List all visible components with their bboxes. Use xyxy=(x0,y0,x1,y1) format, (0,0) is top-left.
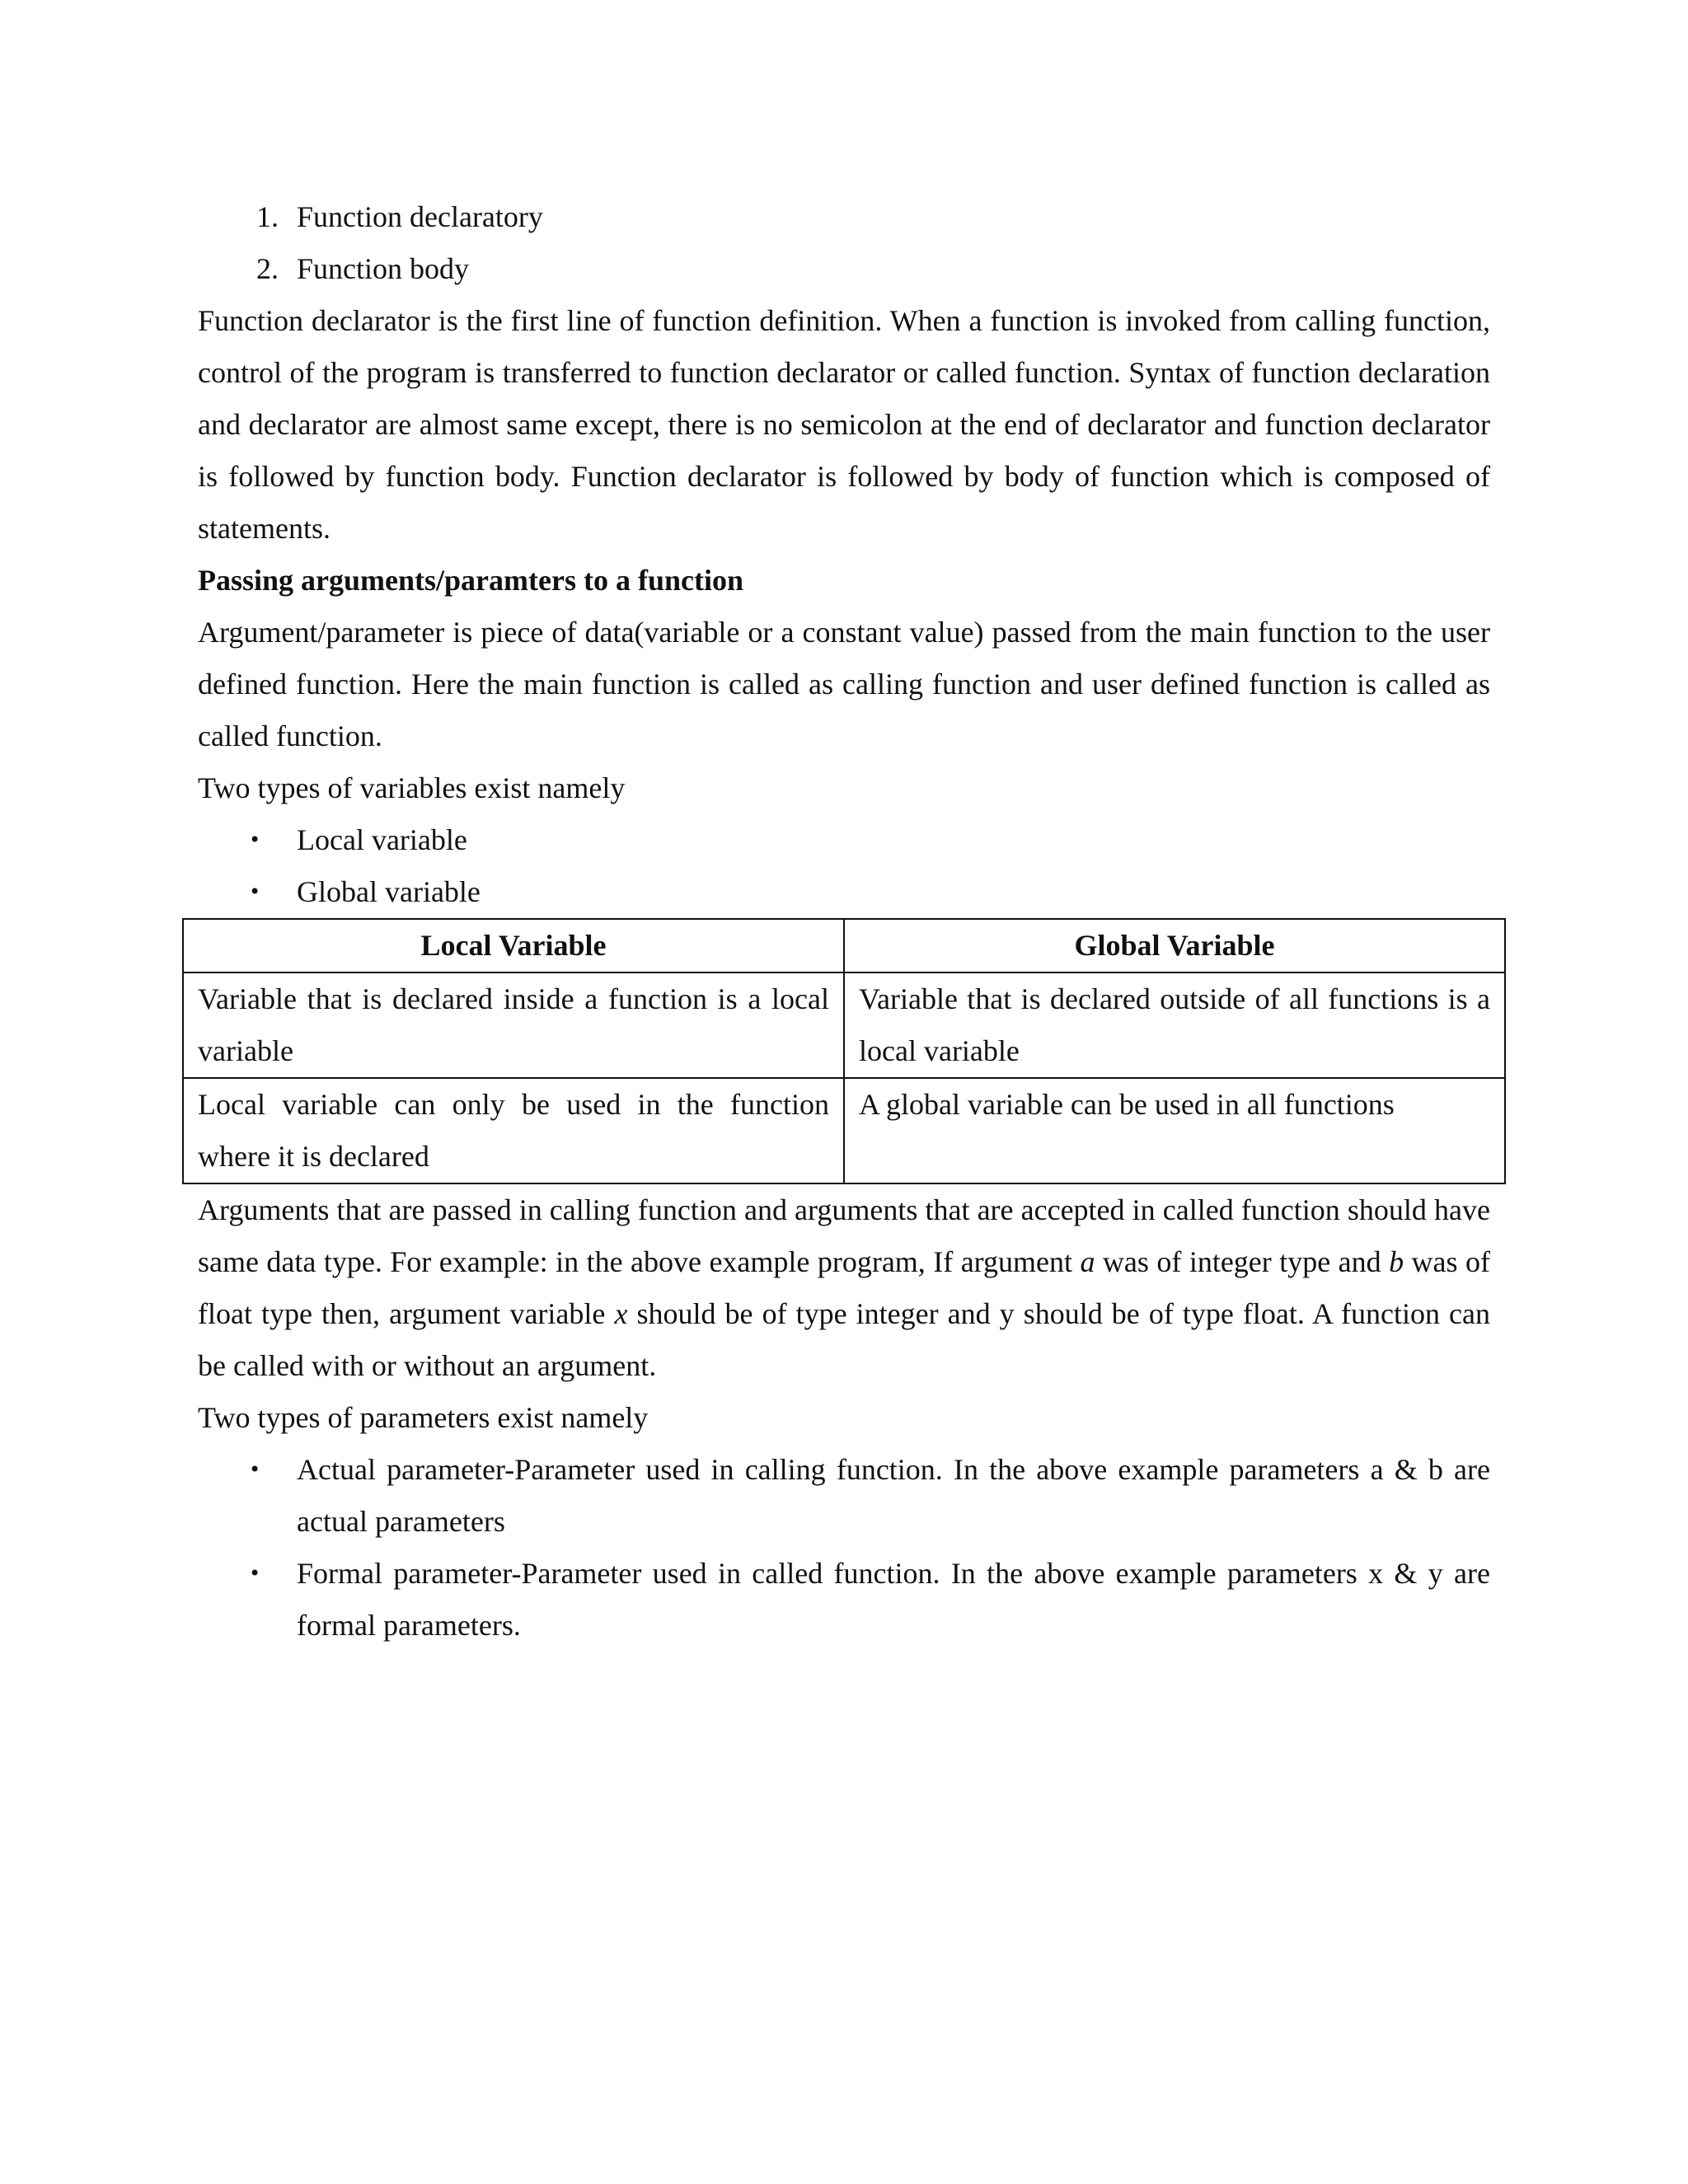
list-number: 2. xyxy=(256,252,279,285)
paragraph-arguments: Argument/parameter is piece of data(variable or a constant value) passed from the main function to the user defined function. Here the main function is called as calling function and user defined function is called as called function. xyxy=(198,616,1490,752)
text-run: was of integer type and xyxy=(1095,1245,1390,1278)
bullet-text: Global variable xyxy=(297,875,481,908)
section-heading: Passing arguments/paramters to a function xyxy=(198,564,743,597)
bullet-icon: • xyxy=(249,1458,261,1481)
table-row xyxy=(183,1078,1505,1183)
table-cell: Variable that is declared outside of all functions is a local variable xyxy=(844,972,1505,1078)
bullet-icon: • xyxy=(249,880,261,903)
bullet-list-item xyxy=(198,1548,1490,1652)
table-cell: A global variable can be used in all functions xyxy=(844,1078,1505,1183)
bullet-text: Formal parameter-Parameter used in called function. In the above example parameters x & y are formal parameters. xyxy=(297,1557,1490,1642)
table-cell: Variable that is declared inside a function is a local variable xyxy=(183,972,844,1078)
bullet-text: Local variable xyxy=(297,823,467,856)
text-run: Arguments that are passed in calling function and arguments that are accepted in called function should have same data type. For example: in the above example program, If argument xyxy=(198,1193,1490,1278)
parameters-intro: Two types of parameters exist namely xyxy=(198,1401,649,1434)
list-item-text: Function declaratory xyxy=(297,200,543,233)
variables-intro: Two types of variables exist namely xyxy=(198,771,626,804)
text-run: should be of type integer and y should be of type float. A function can be called with or without an argument. xyxy=(198,1297,1490,1382)
document-page xyxy=(198,191,1490,1652)
list-item-text: Function body xyxy=(297,252,470,285)
variable-b: b xyxy=(1389,1245,1404,1278)
list-number: 1. xyxy=(256,200,279,233)
table-header-cell: Global Variable xyxy=(844,919,1505,972)
table-cell: Local variable can only be used in the function where it is declared xyxy=(183,1078,844,1183)
bullet-list-item xyxy=(198,1444,1490,1548)
bullet-list-item xyxy=(198,866,1490,918)
bullet-text: Actual parameter-Parameter used in calling function. In the above example parameters a & b are actual parameters xyxy=(297,1453,1490,1538)
variable-x: x xyxy=(614,1297,628,1330)
paragraph-data-types xyxy=(198,1184,1490,1392)
numbered-list-item xyxy=(198,191,1490,243)
variable-a: a xyxy=(1080,1245,1095,1278)
paragraph-function-declarator: Function declarator is the first line of function definition. When a function is invoked from calling function, control of the program is transferred to function declarator or called function. Syntax of function declaration and declarator are almost same except, there is no semicolon at the end of declarator and function declarator is followed by function body. Function declarator is followed by body of function which is composed of statements. xyxy=(198,304,1490,545)
text-run: was of float type then, argument variable xyxy=(198,1245,1490,1330)
table-header-row xyxy=(183,919,1505,972)
bullet-icon: • xyxy=(249,828,261,851)
numbered-list-item xyxy=(198,243,1490,295)
bullet-list-item xyxy=(198,814,1490,866)
table-header-cell: Local Variable xyxy=(183,919,844,972)
bullet-icon: • xyxy=(249,1562,261,1585)
comparison-table xyxy=(182,918,1506,1184)
table-row xyxy=(183,972,1505,1078)
